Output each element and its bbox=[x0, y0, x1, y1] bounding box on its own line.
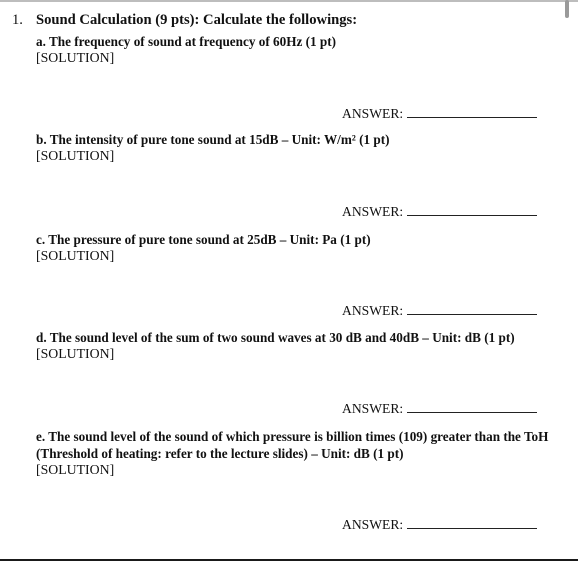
part-c-solution-label: [SOLUTION] bbox=[36, 248, 115, 263]
part-a bbox=[36, 33, 556, 66]
part-d-question: d. The sound level of the sum of two sound waves at 30 dB and 40dB – Unit: dB (1 pt) bbox=[36, 330, 515, 345]
part-d-answer-label: ANSWER: bbox=[342, 401, 404, 416]
part-b-answer-blank[interactable] bbox=[407, 204, 537, 216]
part-b-answer-label: ANSWER: bbox=[342, 204, 404, 219]
top-border bbox=[0, 0, 578, 2]
part-b-solution-label: [SOLUTION] bbox=[36, 148, 115, 163]
part-e-answer bbox=[342, 517, 537, 533]
part-e-question: e. The sound level of the sound of which pressure is billion times (109) greater than the ToH (Threshold of heating: refer to the lecture slides) – Unit: dB (1 pt) bbox=[36, 429, 549, 461]
part-a-answer-label: ANSWER: bbox=[342, 106, 404, 121]
part-e bbox=[36, 428, 551, 478]
part-a-answer-blank[interactable] bbox=[407, 106, 537, 118]
part-e-answer-blank[interactable] bbox=[407, 517, 537, 529]
part-a-solution-label: [SOLUTION] bbox=[36, 50, 115, 65]
question-heading bbox=[12, 12, 357, 29]
part-b-question: b. The intensity of pure tone sound at 15dB – Unit: W/m² (1 pt) bbox=[36, 132, 390, 147]
part-b-answer bbox=[342, 204, 537, 220]
part-c-answer bbox=[342, 303, 537, 319]
part-c-question: c. The pressure of pure tone sound at 25dB – Unit: Pa (1 pt) bbox=[36, 232, 371, 247]
part-c-answer-blank[interactable] bbox=[407, 303, 537, 315]
part-e-answer-label: ANSWER: bbox=[342, 517, 404, 532]
question-title: Sound Calculation (9 pts): Calculate the followings: bbox=[36, 12, 358, 28]
scrollbar-thumb[interactable] bbox=[565, 0, 569, 18]
part-a-question: a. The frequency of sound at frequency of 60Hz (1 pt) bbox=[36, 34, 337, 49]
part-d-solution-label: [SOLUTION] bbox=[36, 346, 115, 361]
part-b bbox=[36, 131, 556, 164]
part-a-answer bbox=[342, 106, 537, 122]
part-d-answer bbox=[342, 401, 537, 417]
part-d-answer-blank[interactable] bbox=[407, 401, 537, 413]
part-d bbox=[36, 329, 556, 362]
part-c bbox=[36, 231, 556, 264]
question-number: 1. bbox=[12, 12, 23, 28]
part-e-solution-label: [SOLUTION] bbox=[36, 462, 115, 477]
part-c-answer-label: ANSWER: bbox=[342, 303, 404, 318]
